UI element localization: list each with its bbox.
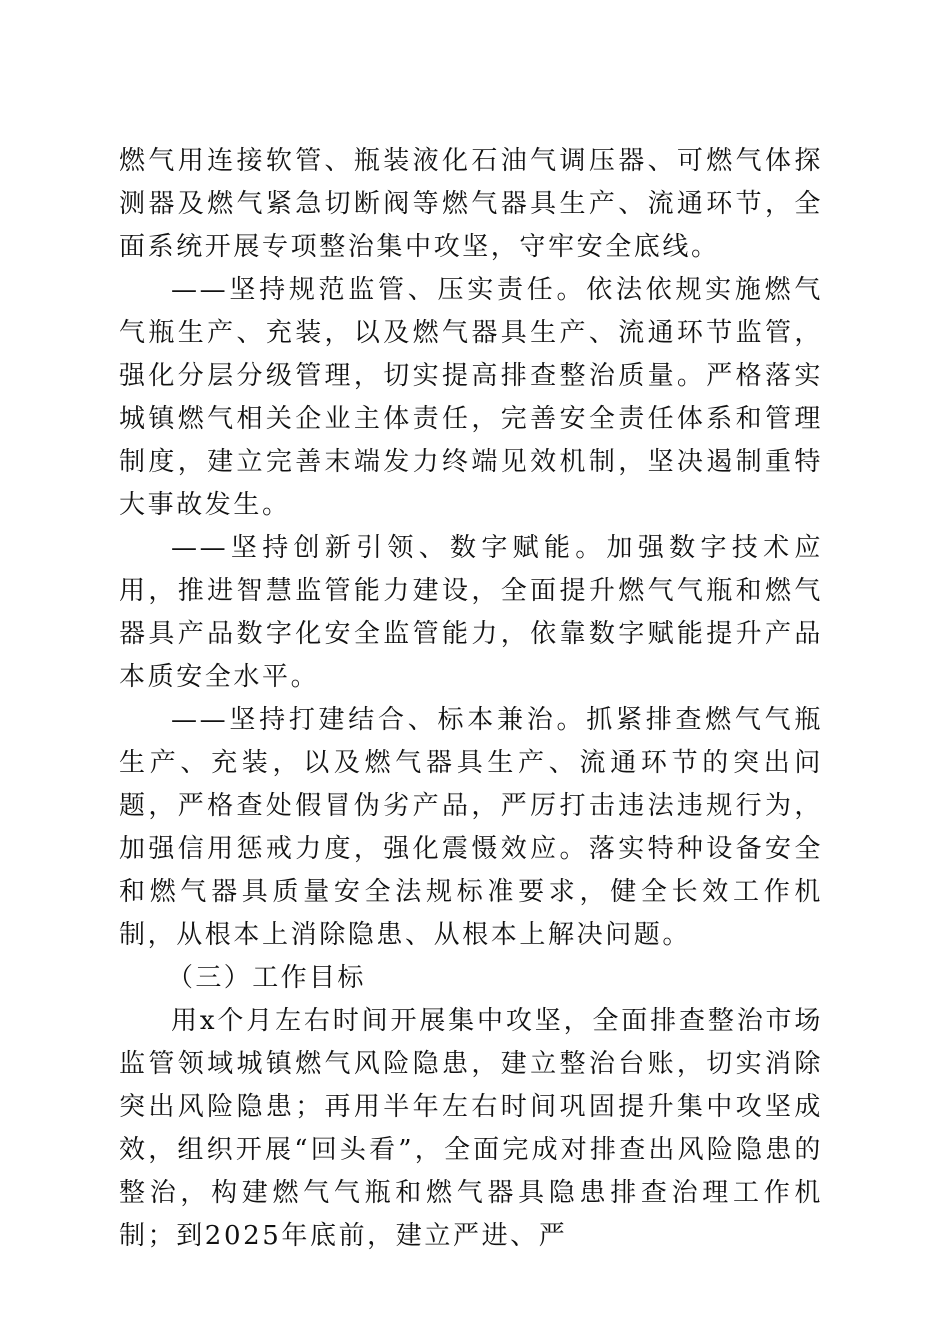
document-body	[119, 140, 823, 1258]
paragraph-scope-continuation: 燃气用连接软管、瓶装液化石油气调压器、可燃气体探测器及燃气紧急切断阀等燃气器具生产、流通环节，全面系统开展专项整治集中攻坚，守牢安全底线。	[119, 146, 823, 262]
section-heading-work-goals: （三）工作目标	[167, 963, 366, 993]
paragraph-principle-regulation: ——坚持规范监管、压实责任。依法依规实施燃气气瓶生产、充装，以及燃气器具生产、流通环节监管，强化分层分级管理，切实提高排查整治质量。严格落实城镇燃气相关企业主体责任，完善安全责任体系和管理制度，建立完善末端发力终端见效机制，坚决遏制重特大事故发生。	[119, 275, 823, 520]
paragraph-principle-innovation: ——坚持创新引领、数字赋能。加强数字技术应用，推进智慧监管能力建设，全面提升燃气气瓶和燃气器具产品数字化安全监管能力，依靠数字赋能提升产品本质安全水平。	[119, 533, 823, 692]
paragraph-work-goals: 用x个月左右时间开展集中攻坚，全面排查整治市场监管领域城镇燃气风险隐患，建立整治台账，切实消除突出风险隐患；再用半年左右时间巩固提升集中攻坚成效，组织开展“回头看”，全面完成对排查出风险隐患的整治，构建燃气气瓶和燃气器具隐患排查治理工作机制；到2025年底前，建立严进、严	[119, 1006, 823, 1251]
paragraph-principle-governance: ——坚持打建结合、标本兼治。抓紧排查燃气气瓶生产、充装，以及燃气器具生产、流通环节的突出问题，严格查处假冒伪劣产品，严厉打击违法违规行为，加强信用惩戒力度，强化震慑效应。落实特种设备安全和燃气器具质量安全法规标准要求，健全长效工作机制，从根本上消除隐患、从根本上解决问题。	[119, 705, 823, 950]
